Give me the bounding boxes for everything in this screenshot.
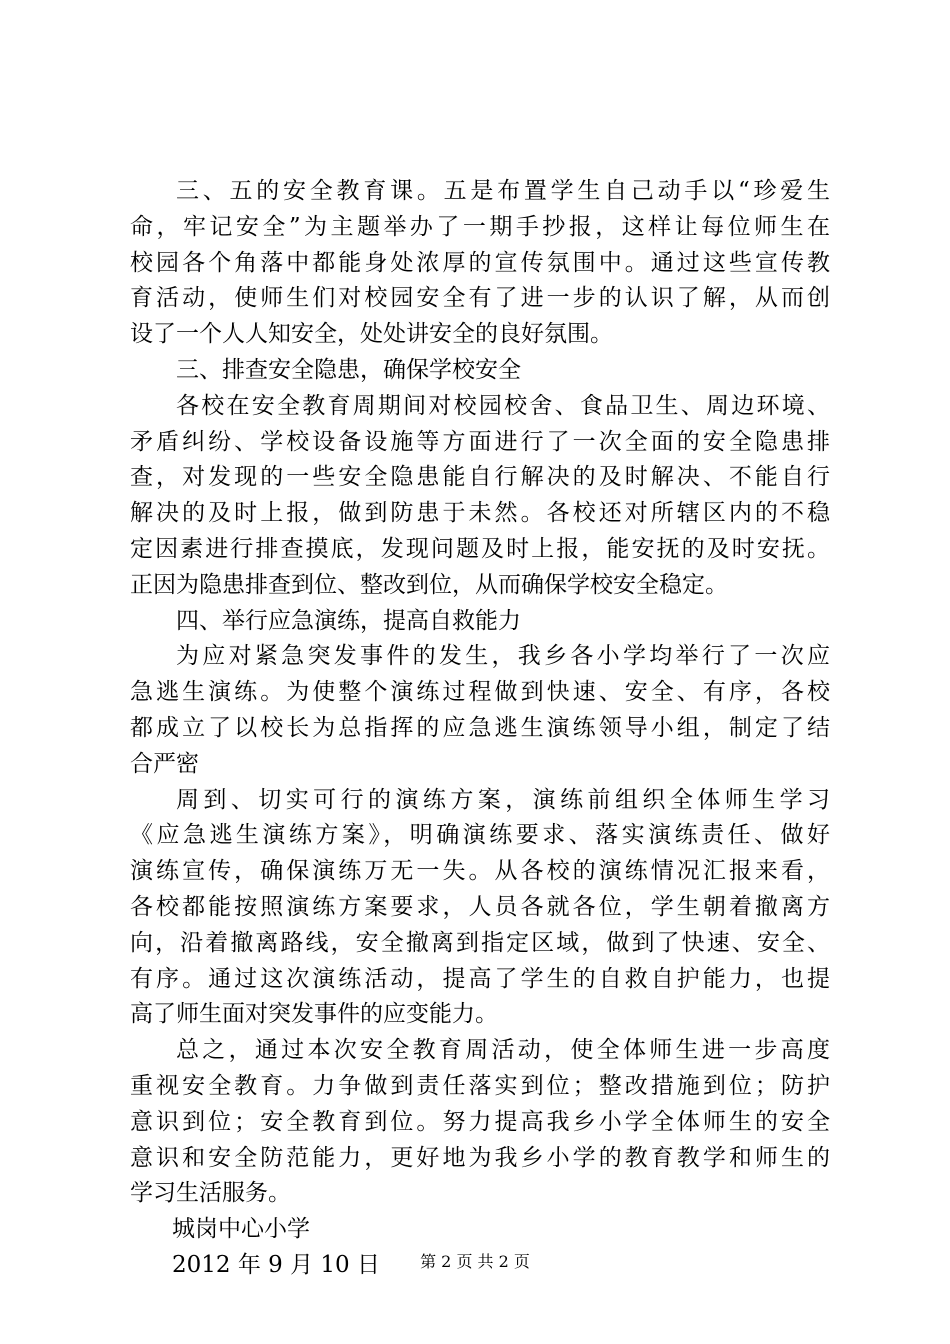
paragraph-line: 定因素进行排查摸底，发现问题及时上报，能安抚的及时安抚。 (130, 535, 830, 562)
paragraph-line: 意识到位；安全教育到位。努力提高我乡小学全体师生的安全 (130, 1108, 830, 1135)
paragraph-line: 校园各个角落中都能身处浓厚的宣传氛围中。通过这些宣传教 (130, 249, 830, 276)
paragraph-line: 正因为隐患排查到位、整改到位，从而确保学校安全稳定。 (130, 571, 728, 598)
paragraph-line: 高了师生面对突发事件的应变能力。 (130, 1001, 498, 1028)
paragraph-line: 急逃生演练。为使整个演练过程做到快速、安全、有序，各校 (130, 679, 830, 706)
paragraph-line: 命，牢记安全”为主题举办了一期手抄报，这样让每位师生在 (130, 213, 830, 240)
paragraph-line: 都成立了以校长为总指挥的应急逃生演练领导小组，制定了结 (130, 714, 830, 741)
paragraph-line: 演练宣传，确保演练万无一失。从各校的演练情况汇报来看， (130, 858, 830, 885)
paragraph-line: 2012 年 9 月 10 日 (172, 1251, 380, 1278)
paragraph-line: 重视安全教育。力争做到责任落实到位；整改措施到位；防护 (130, 1072, 830, 1099)
paragraph-line: 学习生活服务。 (130, 1180, 291, 1207)
paragraph-line: 育活动，使师生们对校园安全有了进一步的认识了解，从而创 (130, 285, 830, 312)
paragraph-line: 解决的及时上报，做到防患于未然。各校还对所辖区内的不稳 (130, 500, 830, 527)
paragraph-line: 查，对发现的一些安全隐患能自行解决的及时解决、不能自行 (130, 464, 830, 491)
paragraph-line: 四、举行应急演练，提高自救能力 (176, 607, 521, 634)
document-body (130, 174, 830, 1284)
paragraph-line: 总之，通过本次安全教育周活动，使全体师生进一步高度 (176, 1037, 830, 1064)
paragraph-line: 三、五的安全教育课。五是布置学生自己动手以“珍爱生 (176, 178, 830, 204)
paragraph-line: 城岗中心小学 (172, 1216, 310, 1243)
paragraph-line: 周到、切实可行的演练方案，演练前组织全体师生学习 (176, 786, 830, 813)
paragraph-line: 三、排查安全隐患，确保学校安全 (176, 356, 521, 383)
paragraph-line: 有序。通过这次演练活动，提高了学生的自救自护能力，也提 (130, 965, 830, 992)
paragraph-line: 向，沿着撤离路线，安全撤离到指定区域，做到了快速、安全、 (130, 929, 830, 956)
paragraph-line: 设了一个人人知安全，处处讲安全的良好氛围。 (130, 321, 613, 348)
paragraph-line: 《应急逃生演练方案》，明确演练要求、落实演练责任、做好 (130, 822, 830, 849)
paragraph-line: 合严密 (130, 750, 199, 777)
paragraph-line: 矛盾纠纷、学校设备设施等方面进行了一次全面的安全隐患排 (130, 428, 830, 455)
page-footer: 第 2 页 共 2 页 (420, 1252, 530, 1271)
paragraph-line: 意识和安全防范能力，更好地为我乡小学的教育教学和师生的 (130, 1144, 830, 1171)
paragraph-line: 各校都能按照演练方案要求，人员各就各位，学生朝着撤离方 (130, 893, 830, 920)
paragraph-line: 为应对紧急突发事件的发生，我乡各小学均举行了一次应 (176, 643, 830, 670)
paragraph-line: 各校在安全教育周期间对校园校舍、食品卫生、周边环境、 (176, 392, 830, 419)
